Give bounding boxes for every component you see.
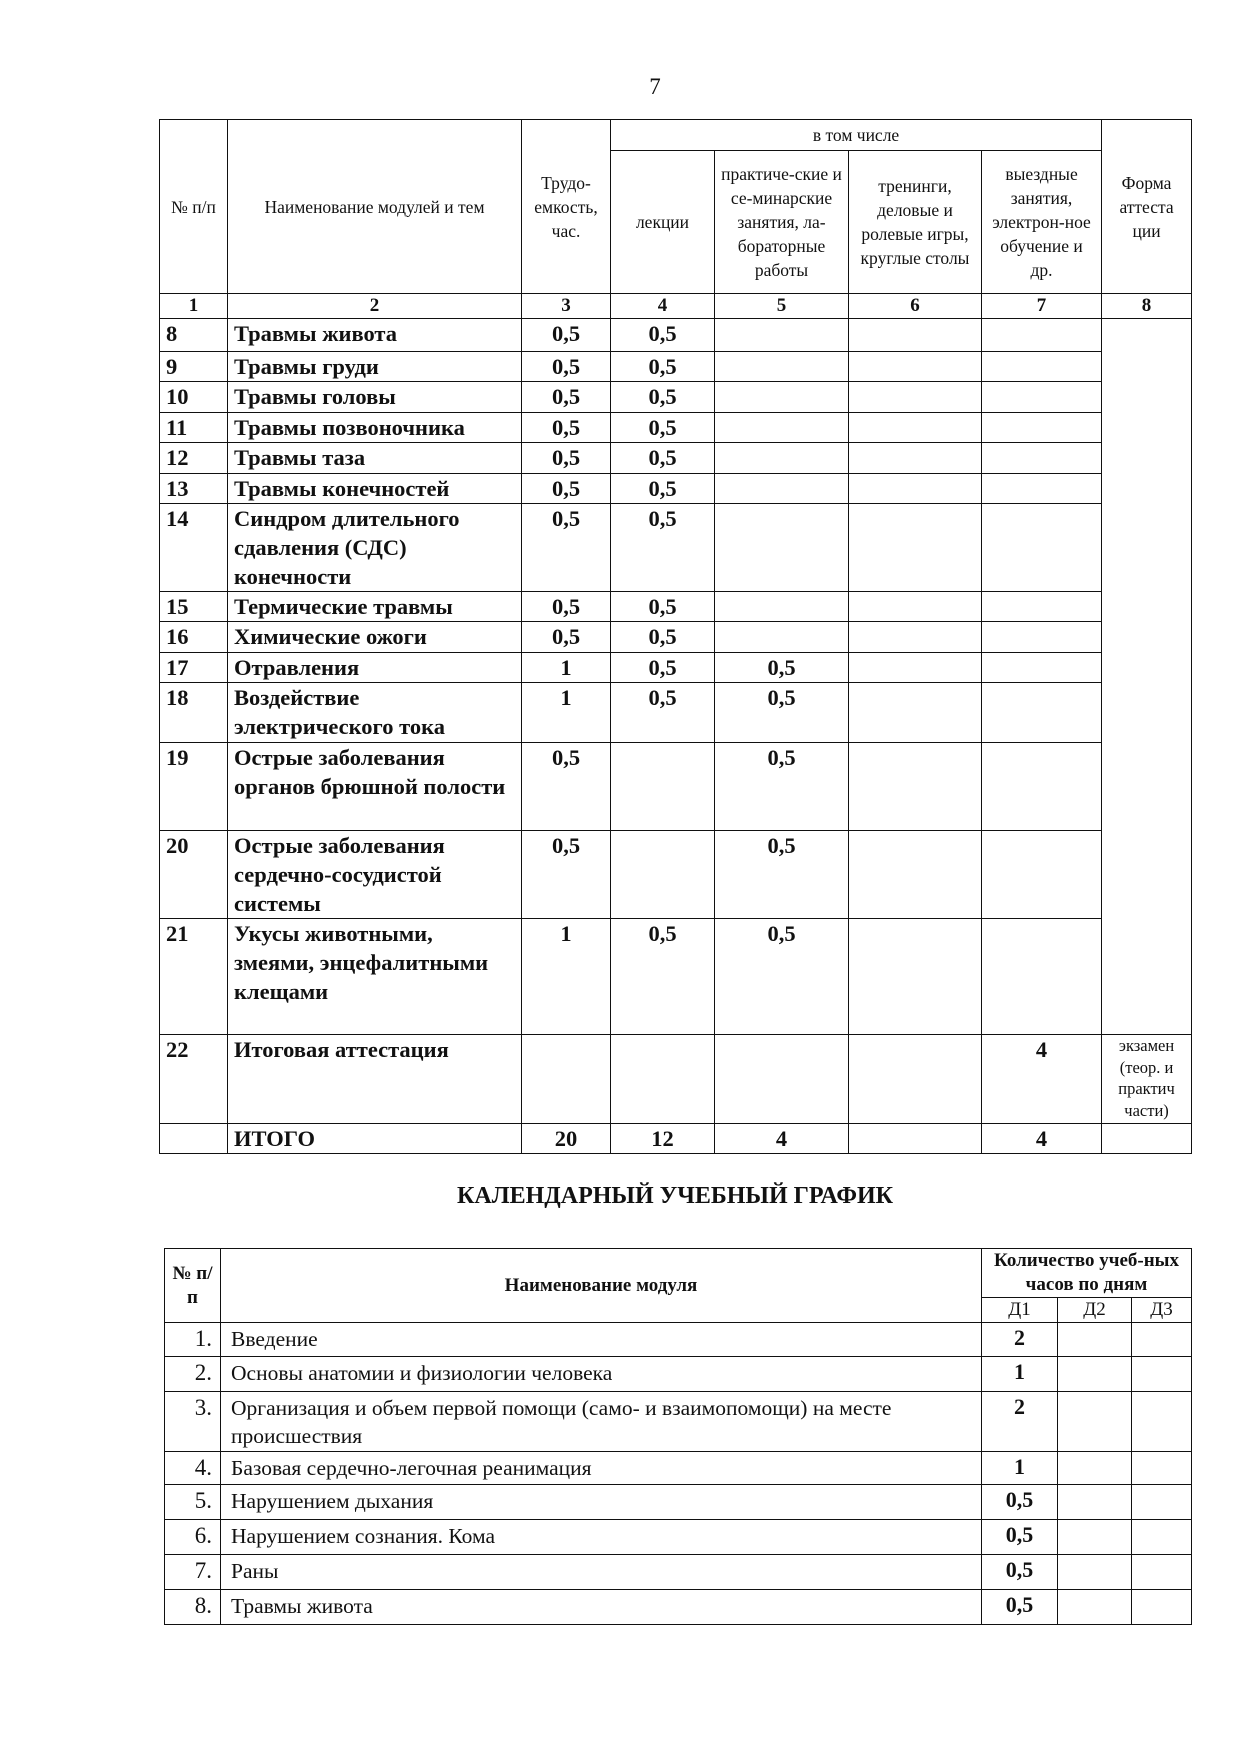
cell-num: 8 [160, 319, 228, 352]
header-num: № п/п [160, 120, 228, 294]
cell-offsite [982, 743, 1102, 831]
table-row [160, 831, 1192, 919]
cell-num: 10 [160, 382, 228, 413]
schedule-d1: 1 [982, 1452, 1058, 1485]
table-row [160, 622, 1192, 653]
cell-offsite: 4 [982, 1035, 1102, 1124]
cell-practical: 0,5 [715, 743, 849, 831]
cell-hours: 0,5 [522, 352, 611, 382]
schedule-module-name: Основы анатомии и физиологии человека [221, 1357, 982, 1392]
cell-trainings [849, 1035, 982, 1124]
cell-num: 22 [160, 1035, 228, 1124]
header-trainings: тренинги, деловые и ролевые игры, круглые столы [849, 151, 982, 294]
schedule-header-name: Наименование модуля [221, 1249, 982, 1323]
cell-name: Травмы головы [228, 382, 522, 413]
cell-trainings [849, 919, 982, 1035]
cell-offsite [982, 622, 1102, 653]
cell-practical [715, 382, 849, 413]
schedule-d1: 0,5 [982, 1485, 1058, 1520]
column-number: 3 [522, 294, 611, 319]
cell-practical: 0,5 [715, 653, 849, 683]
schedule-d1: 0,5 [982, 1520, 1058, 1555]
cell-name: Термические травмы [228, 592, 522, 622]
cell-name: Синдром длительного сдавления (СДС) конечности [228, 504, 522, 592]
table-row [160, 319, 1192, 352]
schedule-module-name: Нарушением дыхания [221, 1485, 982, 1520]
cell-trainings [849, 683, 982, 743]
cell-lectures [611, 743, 715, 831]
cell-name: Острые заболевания органов брюшной полости [228, 743, 522, 831]
cell-name: Травмы таза [228, 443, 522, 474]
cell-practical [715, 319, 849, 352]
schedule-num: 5. [165, 1485, 221, 1520]
cell-practical [715, 474, 849, 504]
cell-practical [715, 622, 849, 653]
cell-trainings [849, 622, 982, 653]
cell-trainings [849, 443, 982, 474]
cell-trainings [849, 474, 982, 504]
table-row [160, 653, 1192, 683]
cell-practical [715, 443, 849, 474]
cell-offsite [982, 683, 1102, 743]
cell-offsite [982, 831, 1102, 919]
cell-name: Травмы позвоночника [228, 413, 522, 443]
schedule-d2 [1058, 1357, 1132, 1392]
cell-hours: 20 [522, 1124, 611, 1154]
cell-name: Травмы груди [228, 352, 522, 382]
schedule-table [164, 1248, 1192, 1625]
cell-practical [715, 592, 849, 622]
cell-lectures: 12 [611, 1124, 715, 1154]
cell-hours: 0,5 [522, 592, 611, 622]
cell-num: 9 [160, 352, 228, 382]
column-number: 8 [1102, 294, 1192, 319]
schedule-row [165, 1452, 1192, 1485]
cell-offsite [982, 319, 1102, 352]
schedule-num: 4. [165, 1452, 221, 1485]
schedule-module-name: Травмы живота [221, 1590, 982, 1625]
schedule-num: 6. [165, 1520, 221, 1555]
cell-hours: 0,5 [522, 382, 611, 413]
cell-offsite [982, 653, 1102, 683]
modules-table [159, 119, 1192, 1154]
schedule-d1: 2 [982, 1392, 1058, 1452]
cell-hours: 1 [522, 683, 611, 743]
cell-num [160, 1124, 228, 1154]
schedule-d3 [1132, 1452, 1192, 1485]
cell-trainings [849, 831, 982, 919]
cell-offsite [982, 592, 1102, 622]
cell-name: Травмы конечностей [228, 474, 522, 504]
cell-name: Итоговая аттестация [228, 1035, 522, 1124]
cell-hours: 0,5 [522, 443, 611, 474]
schedule-num: 2. [165, 1357, 221, 1392]
schedule-d3 [1132, 1590, 1192, 1625]
schedule-d2 [1058, 1452, 1132, 1485]
cell-practical: 0,5 [715, 683, 849, 743]
schedule-module-name: Введение [221, 1323, 982, 1357]
cell-name: ИТОГО [228, 1124, 522, 1154]
cell-lectures: 0,5 [611, 474, 715, 504]
table-row [160, 413, 1192, 443]
cell-lectures: 0,5 [611, 382, 715, 413]
schedule-d3 [1132, 1555, 1192, 1590]
schedule-module-name: Базовая сердечно-легочная реанимация [221, 1452, 982, 1485]
cell-practical [715, 504, 849, 592]
cell-num: 15 [160, 592, 228, 622]
schedule-d3 [1132, 1520, 1192, 1555]
cell-offsite [982, 352, 1102, 382]
schedule-d2 [1058, 1590, 1132, 1625]
column-number: 6 [849, 294, 982, 319]
table-row [160, 504, 1192, 592]
table-row [160, 919, 1192, 1035]
cell-trainings [849, 413, 982, 443]
header-lectures: лекции [611, 151, 715, 294]
header-form: Форма аттеста ции [1102, 120, 1192, 294]
cell-name: Химические ожоги [228, 622, 522, 653]
schedule-d1: 2 [982, 1323, 1058, 1357]
cell-practical: 0,5 [715, 831, 849, 919]
schedule-d3 [1132, 1323, 1192, 1357]
cell-num: 21 [160, 919, 228, 1035]
schedule-row [165, 1392, 1192, 1452]
cell-hours: 0,5 [522, 319, 611, 352]
cell-lectures: 0,5 [611, 592, 715, 622]
cell-trainings [849, 504, 982, 592]
schedule-row [165, 1357, 1192, 1392]
cell-trainings [849, 653, 982, 683]
cell-lectures [611, 831, 715, 919]
schedule-row [165, 1485, 1192, 1520]
cell-hours: 0,5 [522, 831, 611, 919]
schedule-d1: 0,5 [982, 1590, 1058, 1625]
cell-name: Отравления [228, 653, 522, 683]
cell-trainings [849, 352, 982, 382]
schedule-header-d3: Д3 [1132, 1298, 1192, 1323]
column-number: 1 [160, 294, 228, 319]
column-numbers-row [160, 294, 1192, 319]
schedule-d2 [1058, 1323, 1132, 1357]
schedule-header-hours: Количество учеб-ных часов по дням [982, 1249, 1192, 1298]
final-row [160, 1035, 1192, 1124]
cell-num: 16 [160, 622, 228, 653]
table-row [160, 443, 1192, 474]
header-practical: практиче-ские и се-минарские занятия, ла-бораторные работы [715, 151, 849, 294]
cell-trainings [849, 1124, 982, 1154]
schedule-d3 [1132, 1392, 1192, 1452]
cell-offsite [982, 382, 1102, 413]
cell-lectures: 0,5 [611, 319, 715, 352]
cell-num: 19 [160, 743, 228, 831]
cell-name: Травмы живота [228, 319, 522, 352]
schedule-row [165, 1555, 1192, 1590]
schedule-row [165, 1323, 1192, 1357]
schedule-num: 3. [165, 1392, 221, 1452]
cell-name: Воздействие электрического тока [228, 683, 522, 743]
cell-hours [522, 1035, 611, 1124]
schedule-module-name: Организация и объем первой помощи (само- и взаимопомощи) на месте происшествия [221, 1392, 982, 1452]
cell-lectures: 0,5 [611, 622, 715, 653]
cell-lectures: 0,5 [611, 443, 715, 474]
cell-lectures: 0,5 [611, 919, 715, 1035]
table-row [160, 592, 1192, 622]
cell-num: 12 [160, 443, 228, 474]
schedule-row [165, 1520, 1192, 1555]
cell-lectures: 0,5 [611, 352, 715, 382]
cell-hours: 0,5 [522, 743, 611, 831]
header-name: Наименование модулей и тем [228, 120, 522, 294]
cell-offsite [982, 413, 1102, 443]
cell-offsite [982, 443, 1102, 474]
cell-practical [715, 352, 849, 382]
schedule-d3 [1132, 1485, 1192, 1520]
schedule-num: 7. [165, 1555, 221, 1590]
schedule-d1: 1 [982, 1357, 1058, 1392]
schedule-module-name: Раны [221, 1555, 982, 1590]
schedule-d3 [1132, 1357, 1192, 1392]
schedule-module-name: Нарушением сознания. Кома [221, 1520, 982, 1555]
cell-num: 18 [160, 683, 228, 743]
cell-offsite [982, 474, 1102, 504]
schedule-header-num: № п/п [165, 1249, 221, 1323]
cell-lectures: 0,5 [611, 504, 715, 592]
cell-name: Укусы животными, змеями, энцефалитными клещами [228, 919, 522, 1035]
header-hours: Трудо-емкость, час. [522, 120, 611, 294]
cell-lectures [611, 1035, 715, 1124]
table-row [160, 743, 1192, 831]
cell-num: 11 [160, 413, 228, 443]
schedule-d1: 0,5 [982, 1555, 1058, 1590]
table-row [160, 474, 1192, 504]
schedule-header-d1: Д1 [982, 1298, 1058, 1323]
cell-name: Острые заболевания сердечно-сосудистой системы [228, 831, 522, 919]
schedule-header-d2: Д2 [1058, 1298, 1132, 1323]
schedule-d2 [1058, 1392, 1132, 1452]
column-number: 4 [611, 294, 715, 319]
cell-hours: 1 [522, 919, 611, 1035]
cell-hours: 0,5 [522, 474, 611, 504]
cell-trainings [849, 592, 982, 622]
cell-hours: 0,5 [522, 504, 611, 592]
cell-form: экзамен (теор. и практич части) [1102, 1035, 1192, 1124]
cell-practical: 4 [715, 1124, 849, 1154]
schedule-num: 8. [165, 1590, 221, 1625]
table-row [160, 683, 1192, 743]
header-offsite: выездные занятия, электрон-ное обучение и др. [982, 151, 1102, 294]
cell-practical [715, 413, 849, 443]
table-row [160, 382, 1192, 413]
schedule-d2 [1058, 1520, 1132, 1555]
schedule-d2 [1058, 1555, 1132, 1590]
column-number: 7 [982, 294, 1102, 319]
cell-lectures: 0,5 [611, 683, 715, 743]
cell-lectures: 0,5 [611, 653, 715, 683]
total-row [160, 1124, 1192, 1154]
cell-offsite [982, 504, 1102, 592]
cell-num: 17 [160, 653, 228, 683]
cell-offsite: 4 [982, 1124, 1102, 1154]
column-number: 2 [228, 294, 522, 319]
schedule-d2 [1058, 1485, 1132, 1520]
cell-hours: 0,5 [522, 413, 611, 443]
cell-hours: 1 [522, 653, 611, 683]
cell-num: 13 [160, 474, 228, 504]
cell-form-merged [1102, 319, 1192, 1035]
schedule-num: 1. [165, 1323, 221, 1357]
cell-num: 14 [160, 504, 228, 592]
page-number: 7 [649, 74, 661, 99]
cell-trainings [849, 743, 982, 831]
cell-practical [715, 1035, 849, 1124]
cell-lectures: 0,5 [611, 413, 715, 443]
cell-trainings [849, 382, 982, 413]
column-number: 5 [715, 294, 849, 319]
cell-trainings [849, 319, 982, 352]
header-including: в том числе [611, 120, 1102, 151]
schedule-title: КАЛЕНДАРНЫЙ УЧЕБНЫЙ ГРАФИК [456, 1183, 894, 1209]
cell-practical: 0,5 [715, 919, 849, 1035]
cell-offsite [982, 919, 1102, 1035]
cell-form [1102, 1124, 1192, 1154]
cell-hours: 0,5 [522, 622, 611, 653]
table-row [160, 352, 1192, 382]
schedule-row [165, 1590, 1192, 1625]
cell-num: 20 [160, 831, 228, 919]
